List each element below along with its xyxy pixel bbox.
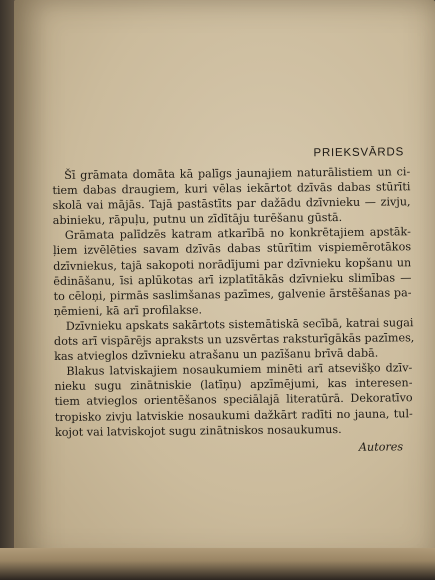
text-line: tropisko zivju latviskie nosaukumi dažkārt radīti no jauna, tul- (54, 406, 413, 424)
paragraph-3 (53, 315, 415, 364)
text-line: Grāmata palīdzēs katram atkarībā no konkrētajiem apstāk- (64, 225, 411, 243)
text-line: tiem atvieglos orientēšanos speciālajā literatūrā. Dekoratīvo (54, 391, 413, 409)
text-line: ēdināšanu, īsi aplūkotas arī izplatītākās dzīvnieku slimības — (53, 270, 412, 288)
text-line: abinieku, rāpuļu, putnu un zīdītāju turēšanu gūstā. (52, 211, 343, 228)
text-line: Dzīvnieku apskats sakārtots sistemātiskā secībā, katrai sugai (65, 316, 414, 333)
text-line: kojot vai latviskojot sugu zinātniskos nosaukumus. (54, 422, 342, 439)
page-bottom-edge (0, 548, 435, 580)
text-line: ļiem izvēlēties savam dzīvās dabas stūrītim vispiemērotākos (52, 240, 412, 258)
preface-heading: PRIEKSVĀRDS (313, 146, 405, 160)
text-line: skolā vai mājās. Tajā pastāstīts par dažādu dzīvnieku — zivju, (52, 195, 411, 213)
text-line: dots arī vispārējs apraksts un uzsvērtas raksturīgākās pazīmes, (53, 331, 415, 349)
text-line: kas atvieglos dzīvnieku atrašanu un pazīšanu brīvā dabā. (54, 346, 379, 364)
text-line: nieku sugu zinātniskie (latīņu) apzīmējumi, kas interesen- (54, 376, 413, 394)
paragraph-2 (53, 225, 412, 319)
paragraph-1 (52, 164, 411, 228)
text-line: dzīvniekus, tajā sakopoti norādījumi par dzīvnieku kopšanu un (53, 255, 412, 273)
text-line: Šī grāmata domāta kā palīgs jaunajiem naturālistiem un ci- (64, 165, 411, 182)
preface-text-block (52, 146, 413, 456)
text-line: to cēloņi, pirmās saslimšanas pazīmes, galvenie ārstēšanas pa- (53, 285, 412, 303)
text-line: ņēmieni, kā arī profilakse. (53, 303, 203, 318)
text-line: tiem dabas draugiem, kuri vēlas iekārtot dzīvās dabas stūrīti (52, 180, 411, 198)
preface-signature: Autores (358, 440, 404, 454)
paragraph-4 (54, 360, 413, 439)
text-line: Blakus latviskajiem nosaukumiem minēti arī atsevišķo dzīv- (66, 361, 413, 379)
